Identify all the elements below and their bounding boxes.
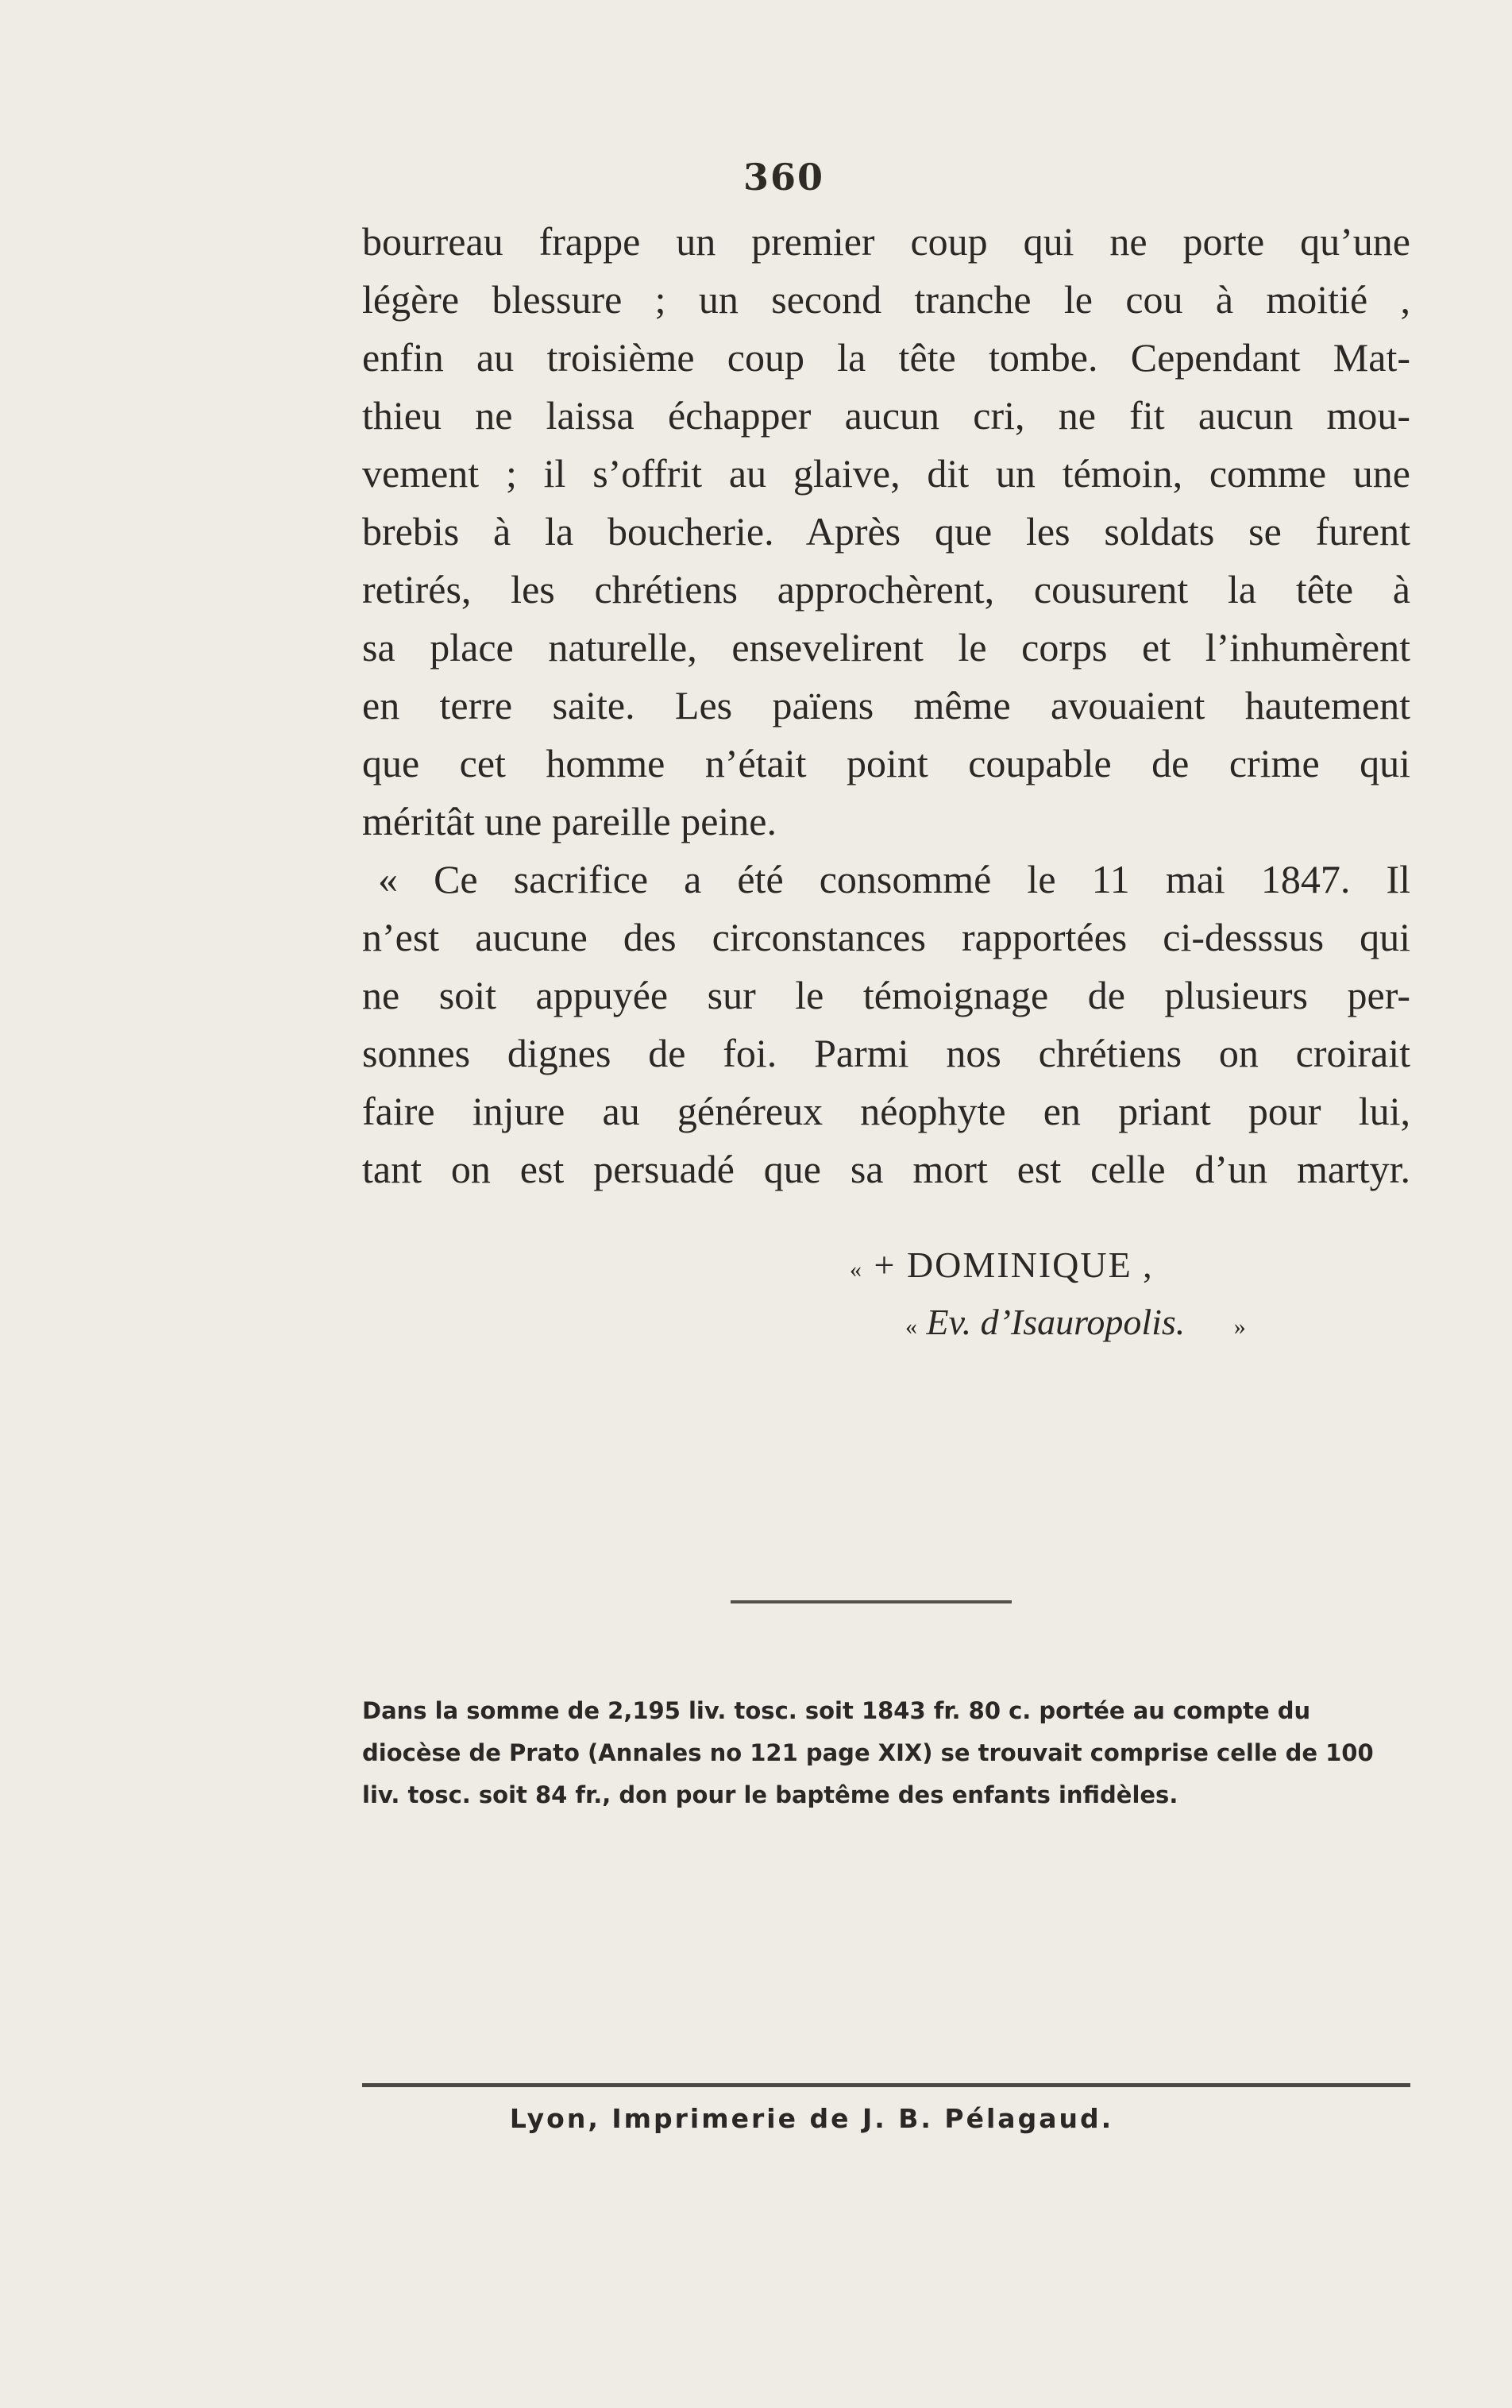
text-line: faire injure au généreux néophyte en priant pour lui,: [362, 1089, 1410, 1133]
open-quote: «: [850, 1256, 863, 1283]
text-line: thieu ne laissa échapper aucun cri, ne fit aucun mou-: [362, 393, 1410, 438]
text-line: sonnes dignes de foi. Parmi nos chrétiens on croirait: [362, 1031, 1410, 1075]
close-quote: »: [1233, 1314, 1246, 1340]
text-line: bourreau frappe un premier coup qui ne porte qu’une: [362, 219, 1410, 264]
text-line: en terre saite. Les païens même avouaient hautement: [362, 683, 1410, 727]
page-number: 360: [742, 156, 825, 199]
text-line: ne soit appuyée sur le témoignage de plusieurs per-: [362, 973, 1410, 1017]
printer-imprint: Lyon, Imprimerie de J. B. Pélagaud.: [509, 2103, 1114, 2134]
text-line: enfin au troisième coup la tête tombe. Cependant Mat-: [362, 335, 1410, 380]
open-quote: «: [905, 1314, 917, 1340]
text-line: vement ; il s’offrit au glaive, dit un témoin, comme une: [362, 451, 1410, 496]
text-line: sa place naturelle, ensevelirent le corps et l’inhumèrent: [362, 625, 1410, 670]
imprint-divider: [362, 2083, 1410, 2087]
main-text: [362, 213, 1410, 1198]
signature-title: [905, 1301, 1246, 1343]
signatory-title: Ev. d’Isauropolis.: [926, 1302, 1186, 1342]
text-line: « Ce sacrifice a été consommé le 11 mai 1847. Il: [378, 857, 1410, 901]
text-line: n’est aucune des circonstances rapportées ci-desssus qui: [362, 915, 1410, 959]
signature-name: [850, 1244, 1154, 1286]
section-divider: [731, 1600, 1012, 1603]
text-line: brebis à la boucherie. Après que les soldats se furent: [362, 509, 1410, 554]
text-line: tant on est persuadé que sa mort est celle d’un martyr.: [362, 1147, 1410, 1191]
footnote: Dans la somme de 2,195 liv. tosc. soit 1843 fr. 80 c. portée au compte du diocèse de Prato (Annales no 121 page XIX) se trouvait comprise celle de 100 liv. tosc. soit 84 fr., don pour le baptême des enfants infidèles.: [362, 1697, 1374, 1808]
text-line: que cet homme n’était point coupable de crime qui: [362, 741, 1410, 785]
text-line: méritât une pareille peine.: [362, 799, 777, 843]
text-line: légère blessure ; un second tranche le cou à moitié ,: [362, 277, 1410, 322]
text-line: retirés, les chrétiens approchèrent, cousurent la tête à: [362, 567, 1410, 612]
signatory-name: + DOMINIQUE ,: [874, 1245, 1154, 1285]
